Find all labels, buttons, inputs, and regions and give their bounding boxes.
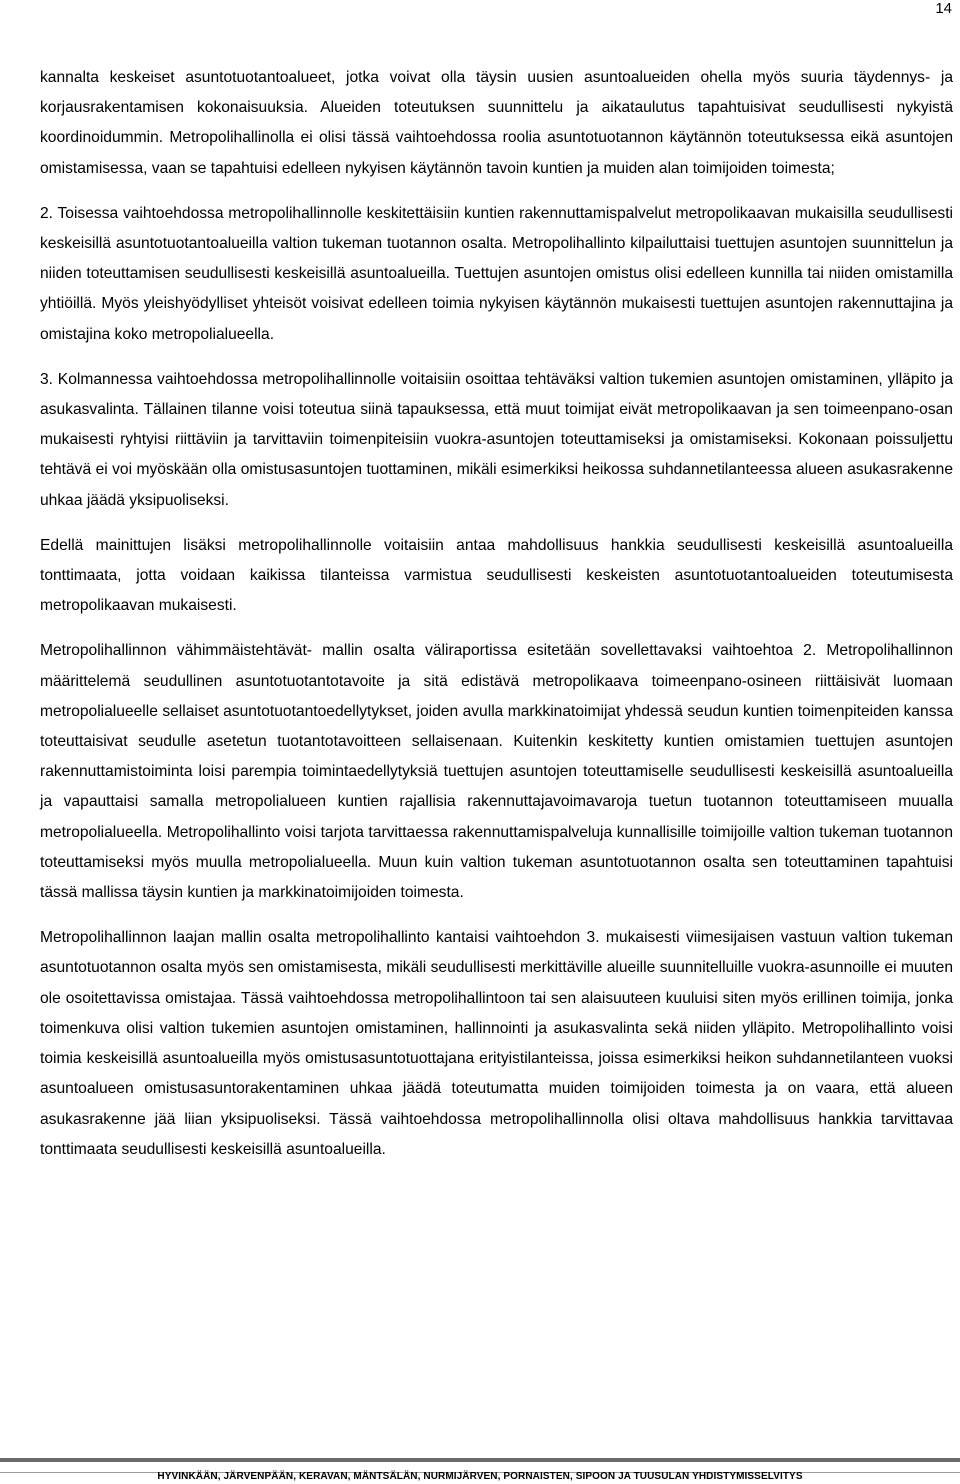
paragraph-3: 3. Kolmannessa vaihtoehdossa metropolihallinnolle voitaisiin osoittaa tehtäväksi valtion tukemien asuntojen omistaminen, ylläpito ja asukasvalinta. Tällainen tilanne voisi toteutua siinä tapauksessa, että muut toimijat eivät metropolikaavan ja sen toimeenpano-osan mukaisesti ryhtyisi riittäviin ja tarvittaviin toimenpiteisiin vuokra-asuntojen toteuttamiseksi ja omistamiseksi. Kokonaan poissuljettu tehtävä ei voi myöskään olla omistusasuntojen tuottaminen, mikäli esimerkiksi heikossa suhdannetilanteessa alueen asukasrakenne uhkaa jäädä yksipuoliseksi. bbox=[40, 370, 953, 509]
document-body bbox=[40, 63, 953, 1180]
page-number: 14 bbox=[935, 0, 952, 17]
paragraph-6: Metropolihallinnon laajan mallin osalta metropolihallinto kantaisi vaihtoehdon 3. mukaisesti viimesijaisen vastuun valtion tukeman asuntotuotannon osalta myös sen omistamisesta, mikäli seudullisesti merkittäville alueille suunnitelluille vuokra-asunnoille ei muuten ole osoitettavissa omistajaa. Tässä vaihtoehdossa metropolihallintoon tai sen alaisuuteen kuuluisi siten myös erillinen toimija, jonka toimenkuva olisi valtion tukemien asuntojen omistaminen, hallinnointi ja asukasvalinta sekä niiden ylläpito. Metropolihallinto voisi toimia keskeisillä asuntoalueilla myös omistusasuntotuottajana erityistilanteissa, joissa esimerkiksi heikon suhdannetilanteen vuoksi asuntoalueen omistusasuntorakentaminen uhkaa jäädä toteutumatta muiden toimijoiden toimesta ja on vaara, että alueen asukasrakenne jää liian yksipuoliseksi. Tässä vaihtoehdossa metropolihallinnolla olisi oltava mahdollisuus hankkia tarvittavaa tonttimaata seudullisesti keskeisillä asuntoalueilla. bbox=[40, 929, 953, 1158]
paragraph-2: 2. Toisessa vaihtoehdossa metropolihallinnolle keskitettäisiin kuntien rakennuttamispalvelut metropolikaavan mukaisilla seudullisesti keskeisillä asuntotuotantoalueilla valtion tukeman tuotannon osalta. Metropolihallinto kilpailuttaisi tuettujen asuntojen suunnittelun ja niiden toteuttamisen seudullisesti keskeisillä asuntoalueilla. Tuettujen asuntojen omistus olisi edelleen kunnilla tai niiden omistamilla yhtiöillä. Myös yleishyödylliset yhteisöt voisivat edelleen toimia nykyisen käytännön mukaisesti tuettujen asuntojen rakennuttajina ja omistajina koko metropolialueella. bbox=[40, 204, 953, 343]
paragraph-4: Edellä mainittujen lisäksi metropolihallinnolle voitaisiin antaa mahdollisuus hankkia seudullisesti keskeisillä asuntoalueilla tonttimaata, jotta voidaan kaikissa tilanteissa varmistua seudullisesti keskeisten asuntotuotantoalueiden toteutumisesta metropolikaavan mukaisesti. bbox=[40, 536, 953, 615]
paragraph-1: kannalta keskeiset asuntotuotantoalueet, jotka voivat olla täysin uusien asuntoalueiden ohella myös suuria täydennys- ja korjausrakentamisen kokonaisuuksia. Alueiden toteutuksen suunnittelu ja aikataulutus tapahtuisivat seudullisesti nykyistä koordinoidummin. Metropolihallinolla ei olisi tässä vaihtoehdossa roolia asuntotuotannon käytännön toteutuksessa eikä asuntojen omistamisessa, vaan se tapahtuisi edelleen nykyisen käytännön tavoin kuntien ja muiden alan toimijoiden toimesta; bbox=[40, 69, 953, 177]
paragraph-5: Metropolihallinnon vähimmäistehtävät- mallin osalta väliraportissa esitetään sovellettavaksi vaihtoehtoa 2. Metropolihallinnon määrittelemä seudullinen asuntotuotantotavoite ja sitä edistävä metropolikaava toimeenpano-osineen riittäisivät luomaan metropolialueelle sellaiset asuntotuotantoedellytykset, joiden avulla markkinatoimijat yhdessä seudun kuntien toimenpiteiden kanssa toteuttaisivat seudulle asetetun tuotantotavoitteen sellaisenaan. Kuitenkin keskitetty kuntien omistamien tuettujen asuntojen rakennuttamistoiminta loisi parempia toimintaedellytyksiä tuettujen asuntojen toteuttamiselle seudullisesti keskeisillä asuntoalueilla ja vapauttaisi samalla metropolialueen kuntien rajallisia rakennuttajavoimavaroja tuetun tuotannon toteuttamiseen muualla metropolialueella. Metropolihallinto voisi tarjota tarvittaessa rakennuttamispalveluja kunnallisille toimijoille valtion tukeman tuotannon toteuttamiseksi myös muulla metropolialueella. Muun kuin valtion tukeman asuntotuotannon osalta sen toteuttaminen tapahtuisi tässä mallissa täysin kuntien ja markkinatoimijoiden toimesta. bbox=[40, 642, 953, 902]
footer-text: HYVINKÄÄN, JÄRVENPÄÄN, KERAVAN, MÄNTSÄLÄN, NURMIJÄRVEN, PORNAISTEN, SIPOON JA TUUSULAN YHDISTYMISSELVITYS bbox=[157, 1471, 803, 1482]
